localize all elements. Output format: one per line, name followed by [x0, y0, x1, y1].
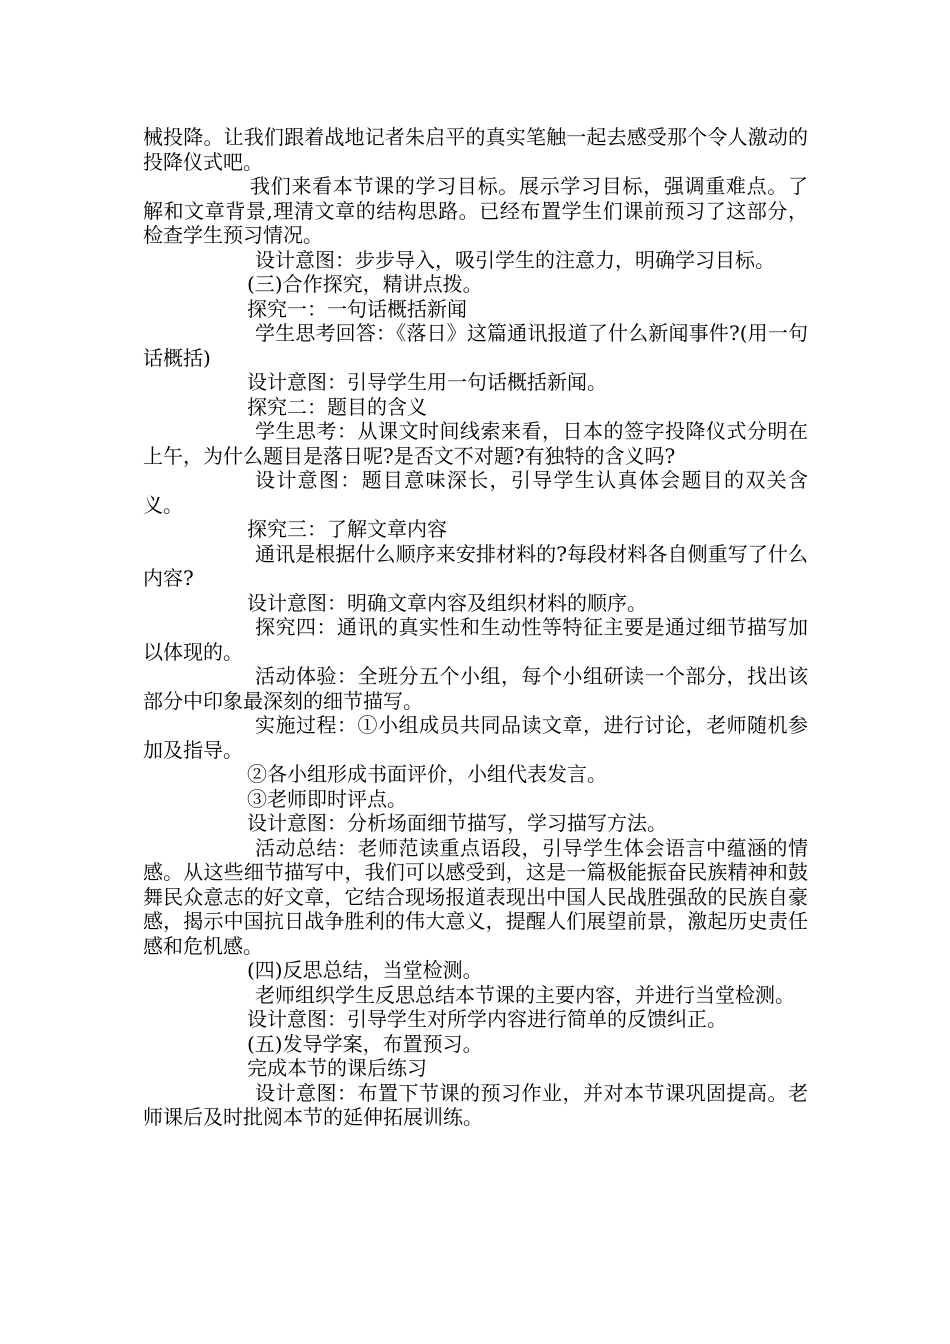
paragraph-design-intent-reflection: 设计意图：引导学生对所学内容进行简单的反馈纠正。 — [247, 1007, 727, 1031]
paragraph-implementation-step-three: ③老师即时评点。 — [247, 786, 407, 811]
section-heading-preview: (五)发导学案，布置预习。 — [247, 1031, 483, 1056]
paragraph-inquiry-three-question: 通讯是根据什么顺序来安排材料的?每段材料各自侧重写了什么内容? — [143, 541, 808, 590]
paragraph-activity-summary: 活动总结：老师范读重点语段，引导学生体会语言中蕴涵的情感。从这些细节描写中，我们可以感受到，这是一篇极能振奋民族精神和鼓舞民众意志的好文章，它结合现场报道表现出中国人民战胜强敌的民族自豪感，揭示中国抗日战争胜利的伟大意义，提醒人们展望前景，激起历史责任感和危机感。 — [143, 835, 808, 958]
inquiry-three-heading: 探究三：了解文章内容 — [247, 517, 447, 541]
document-body — [143, 125, 808, 1130]
inquiry-one-heading: 探究一：一句话概括新闻 — [247, 296, 467, 321]
paragraph-design-intent-three: 设计意图：明确文章内容及组织材料的顺序。 — [247, 590, 647, 615]
paragraph-implementation-step-two: ②各小组形成书面评价，小组代表发言。 — [247, 762, 607, 786]
paragraph-reflection: 老师组织学生反思总结本节课的主要内容，并进行当堂检测。 — [255, 982, 795, 1007]
paragraph-activity-experience: 活动体验：全班分五个小组，每个小组研读一个部分，找出该部分中印象最深刻的细节描写。 — [143, 664, 808, 713]
paragraph-homework: 完成本节的课后练习 — [247, 1056, 427, 1080]
paragraph-design-intent-four: 设计意图：分析场面细节描写，学习描写方法。 — [247, 811, 667, 835]
inquiry-four-heading: 探究四：通讯的真实性和生动性等特征主要是通过细节描写加以体现的。 — [143, 615, 808, 664]
paragraph-inquiry-one-question: 学生思考回答：《落日》这篇通讯报道了什么新闻事件?(用一句话概括) — [143, 321, 808, 370]
paragraph-design-intent-one: 设计意图：引导学生用一句话概括新闻。 — [247, 370, 607, 394]
paragraph-design-intent-two: 设计意图：题目意味深长，引导学生认真体会题目的双关含义。 — [143, 468, 808, 517]
section-heading-reflection: (四)反思总结，当堂检测。 — [247, 958, 483, 982]
inquiry-two-heading: 探究二：题目的含义 — [247, 394, 427, 419]
paragraph-learning-goals: 我们来看本节课的学习目标。展示学习目标，强调重难点。了解和文章背景,理清文章的结构思路。已经布置学生们课前预习了这部分，检查学生预习情况。 — [143, 174, 808, 247]
paragraph-design-intent-intro: 设计意图：步步导入，吸引学生的注意力，明确学习目标。 — [255, 247, 775, 272]
paragraph-inquiry-two-question: 学生思考：从课文时间线索来看，日本的签字投降仪式分明在上午，为什么题目是落日呢?是否文不对题?有独特的含义吗? — [143, 419, 808, 468]
paragraph-design-intent-homework: 设计意图：布置下节课的预习作业，并对本节课巩固提高。老师课后及时批阅本节的延伸拓展训练。 — [143, 1080, 808, 1129]
paragraph-implementation-step-one: 实施过程：①小组成员共同品读文章，进行讨论，老师随机参加及指导。 — [143, 713, 808, 762]
paragraph-opening-continuation: 械投降。让我们跟着战地记者朱启平的真实笔触一起去感受那个令人激动的投降仪式吧。 — [143, 125, 808, 174]
section-heading-cooperative-inquiry: (三)合作探究，精讲点拨。 — [247, 272, 483, 296]
